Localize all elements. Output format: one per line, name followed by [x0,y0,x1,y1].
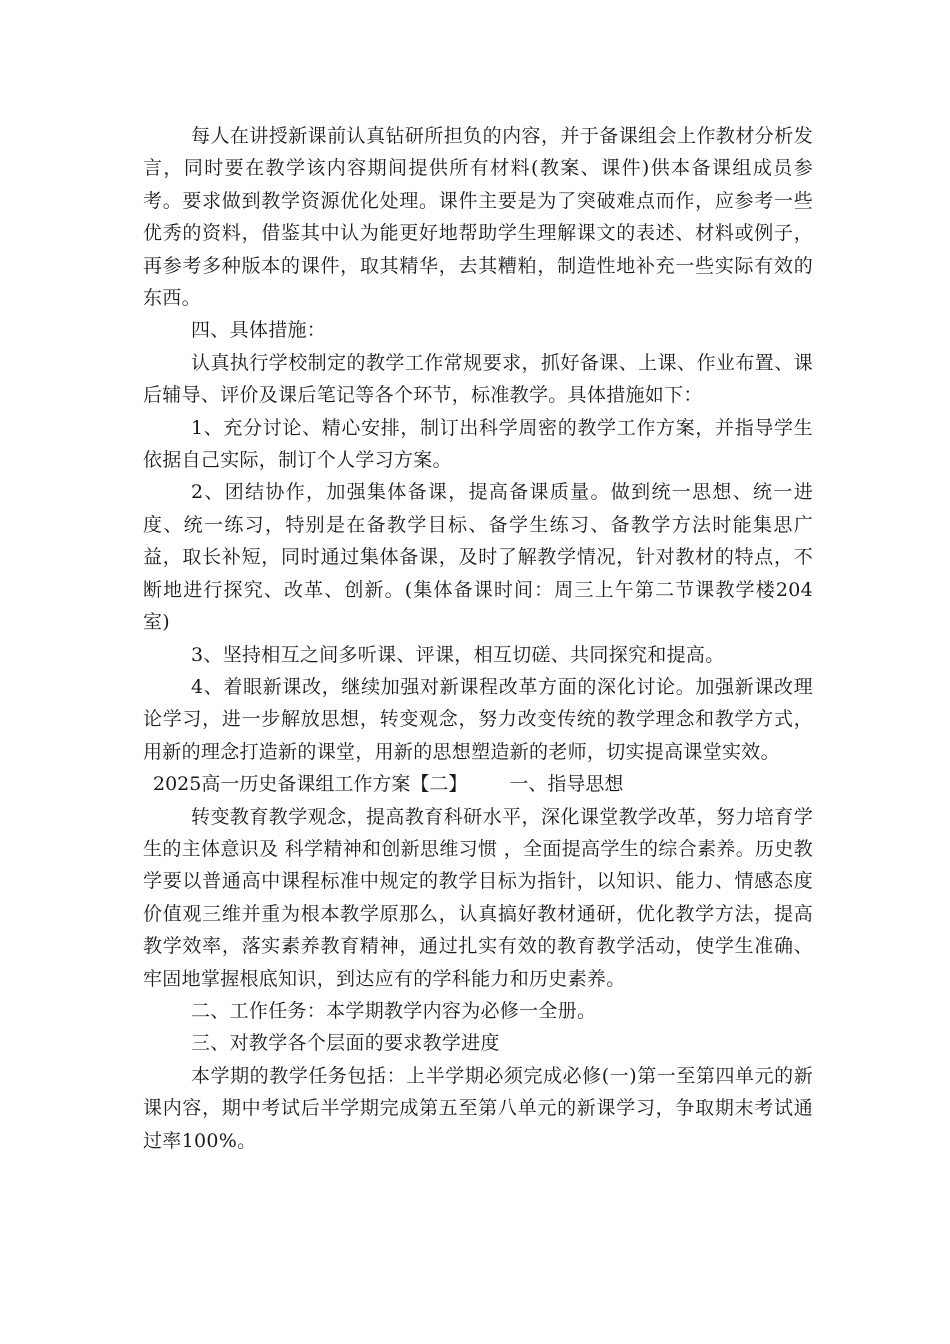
section-title-line [153,768,813,800]
paragraph-measure-3: 3、坚持相互之间多听课、评课，相互切磋、共同探究和提高。 [191,643,725,666]
paragraph-guiding-thought: 转变教育教学观念，提高教育科研水平，深化课堂教学改革，努力培育学生的主体意识及 科学精神和创新思维习惯 ，全面提高学生的综合素养。历史教学要以普通高中课程标准中规定的教学目标为指针，以知识、能力、情感态度价值观三维并重为根本教学原那么，认真搞好教材通研，优化教学方法，提高教学效率，落实素养教育精神，通过扎实有效的教育教学活动，使学生准确、牢固地掌握根底知识，到达应有的学科能力和历史素养。 [143,805,813,990]
paragraph-teaching-tasks: 本学期的教学任务包括：上半学期必须完成必修(一)第一至第四单元的新课内容，期中考试后半学期完成第五至第八单元的新课学习，争取期末考试通过率100%。 [143,1064,813,1152]
paragraph-measure-1: 1、充分讨论、精心安排，制订出科学周密的教学工作方案，并指导学生依据自己实际，制订个人学习方案。 [143,416,813,472]
document-body [143,120,813,1157]
heading-work-tasks: 二、工作任务：本学期教学内容为必修一全册。 [191,999,597,1022]
paragraph-courseware: 每人在讲授新课前认真钻研所担负的内容，并于备课组会上作教材分析发言，同时要在教学该内容期间提供所有材料(教案、课件)供本备课组成员参考。要求做到教学资源优化处理。课件主要是为了突破难点而作，应参考一些优秀的资料，借鉴其中认为能更好地帮助学生理解课文的表述、材料或例子，再参考多种版本的课件，取其精华，去其糟粕，制造性地补充一些实际有效的东西。 [143,125,813,310]
section-title: 2025高一历史备课组工作方案【二】 [153,773,468,796]
paragraph-measure-4: 4、着眼新课改，继续加强对新课程改革方面的深化讨论。加强新课改理论学习，进一步解放思想，转变观念，努力改变传统的教学理念和教学方式，用新的理念打造新的课堂，用新的思想塑造新的老师，切实提高课堂实效。 [143,675,813,763]
heading-specific-measures: 四、具体措施： [191,319,327,342]
heading-guiding-thought: 一、指导思想 [509,773,624,796]
paragraph-measures-intro: 认真执行学校制定的教学工作常规要求，抓好备课、上课、作业布置、课后辅导、评价及课后笔记等各个环节，标准教学。具体措施如下： [143,351,813,407]
paragraph-measure-2: 2、团结协作，加强集体备课，提高备课质量。做到统一思想、统一进度、统一练习，特别是在备教学目标、备学生练习、备教学方法时能集思广益，取长补短，同时通过集体备课，及时了解教学情况，针对教材的特点，不断地进行探究、改革、创新。(集体备课时间：周三上午第二节课教学楼204室) [143,481,813,634]
heading-teaching-requirements: 三、对教学各个层面的要求教学进度 [191,1032,500,1055]
